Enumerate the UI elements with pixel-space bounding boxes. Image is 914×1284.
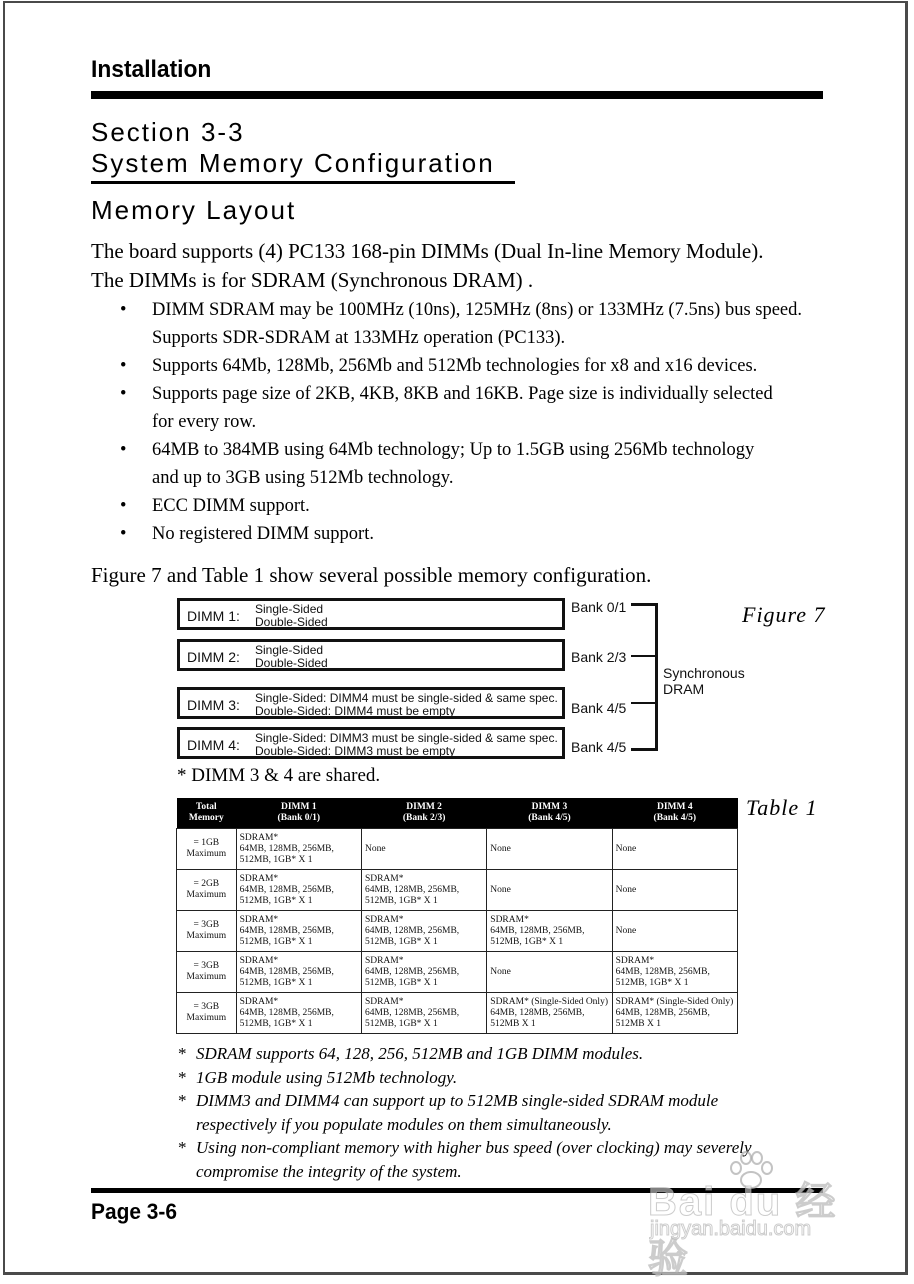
dimm-label: DIMM 4: [187,737,240,753]
dimm-slot-3 [177,687,565,719]
page-number: Page 3-6 [91,1199,177,1224]
column-header: DIMM 1 (Bank 0/1) [236,798,361,829]
dimm-description: Single-Sided: DIMM4 must be single-sided & same spec. Double-Sided: DIMM4 must be empty [255,691,558,718]
dimm3-cell: SDRAM* (Single-Sided Only) 64MB, 128MB, 256MB, 512MB X 1 [487,993,612,1034]
dimm2-cell: SDRAM* 64MB, 128MB, 256MB, 512MB, 1GB* X 1 [361,952,486,993]
dimm-label: DIMM 3: [187,697,240,713]
table-row [177,870,738,911]
total-memory-cell: = 2GB Maximum [177,870,237,911]
table-header-row [177,798,738,829]
total-memory-cell: = 3GB Maximum [177,911,237,952]
dimm-description: Single-Sided Double-Sided [255,643,328,670]
figure-note: * DIMM 3 & 4 are shared. [177,765,381,786]
intro-line: The DIMMs is for SDRAM (Synchronous DRAM) . [91,268,534,292]
table-row [177,911,738,952]
table-row [177,829,738,870]
dimm-slot-2 [177,639,565,671]
dimm3-cell: None [487,870,612,911]
watermark-url: jingyan.baidu.com [650,1218,812,1240]
memory-config-table [176,798,738,1034]
note-item: * Using non-compliant memory with higher bus speed (over clocking) may severely compromise the integrity of the system. [178,1138,752,1181]
intro-line: The board supports (4) PC133 168-pin DIMMs (Dual In-line Memory Module). [91,239,764,263]
dimm1-cell: SDRAM* 64MB, 128MB, 256MB, 512MB, 1GB* X 1 [236,952,361,993]
dimm1-cell: SDRAM* 64MB, 128MB, 256MB, 512MB, 1GB* X 1 [236,911,361,952]
dimm2-cell: SDRAM* 64MB, 128MB, 256MB, 512MB, 1GB* X 1 [361,911,486,952]
list-item: • DIMM SDRAM may be 100MHz (10ns), 125MHz (8ns) or 133MHz (7.5ns) bus speed. Supports SDR-SDRAM at 133MHz operation (PC133). [120,296,830,352]
dimm-slot-1 [177,598,565,630]
dimm1-cell: SDRAM* 64MB, 128MB, 256MB, 512MB, 1GB* X 1 [236,870,361,911]
table-row [177,993,738,1034]
bullet-icon: • [120,356,127,376]
bank-label: Bank 2/3 [571,649,627,665]
asterisk-icon: * [178,1044,187,1063]
bullet-icon: • [120,440,127,460]
dimm4-cell: None [612,829,737,870]
watermark-logo: Bai du 经验 [648,1180,838,1281]
column-header: DIMM 2 (Bank 2/3) [361,798,486,829]
feature-list [120,296,830,548]
list-item: • ECC DIMM support. [120,492,830,520]
total-memory-cell: = 1GB Maximum [177,829,237,870]
list-item: • 64MB to 384MB using 64Mb technology; Up to 1.5GB using 256Mb technology and up to 3GB using 512Mb technology. [120,436,830,492]
section-number: Section 3-3 [91,117,245,147]
section-title: System Memory Configuration [91,148,495,178]
dimm2-cell: SDRAM* 64MB, 128MB, 256MB, 512MB, 1GB* X 1 [361,993,486,1034]
dimm-description: Single-Sided Double-Sided [255,602,328,629]
intro-paragraph [91,237,831,295]
total-memory-cell: = 3GB Maximum [177,952,237,993]
list-item: • No registered DIMM support. [120,520,830,548]
table-caption: Table 1 [746,795,818,820]
bullet-icon: • [120,300,127,320]
bus-connector [631,748,658,751]
note-item: * DIMM3 and DIMM4 can support up to 512MB single-sided SDRAM module respectively if you populate modules on them simultaneously. [178,1091,719,1134]
column-header: DIMM 3 (Bank 4/5) [487,798,612,829]
total-memory-cell: = 3GB Maximum [177,993,237,1034]
bank-label: Bank 4/5 [571,739,627,755]
table-row [177,952,738,993]
dimm4-cell: SDRAM* (Single-Sided Only) 64MB, 128MB, 256MB, 512MB X 1 [612,993,737,1034]
dimm-label: DIMM 2: [187,649,240,665]
bus-connector [631,655,658,657]
note-item: * 1GB module using 512Mb technology. [178,1066,828,1090]
dimm4-cell: None [612,911,737,952]
asterisk-icon: * [178,1091,187,1111]
dimm1-cell: SDRAM* 64MB, 128MB, 256MB, 512MB, 1GB* X 1 [236,829,361,870]
column-header: DIMM 4 (Bank 4/5) [612,798,737,829]
bank-label: Bank 0/1 [571,599,627,615]
chapter-header: Installation [91,56,212,83]
dimm1-cell: SDRAM* 64MB, 128MB, 256MB, 512MB, 1GB* X 1 [236,993,361,1034]
subsection-title: Memory Layout [91,195,297,225]
bus-label: Synchronous DRAM [663,665,745,697]
bank-label: Bank 4/5 [571,700,627,716]
note-item: * SDRAM supports 64, 128, 256, 512MB and 1GB DIMM modules. [178,1042,828,1066]
asterisk-icon: * [178,1067,187,1087]
header-rule [91,91,823,99]
figure-caption: Figure 7 [742,602,826,627]
bus-bracket [655,603,658,751]
dimm3-cell: None [487,829,612,870]
dimm3-cell: SDRAM* 64MB, 128MB, 256MB, 512MB, 1GB* X 1 [487,911,612,952]
dimm4-cell: None [612,870,737,911]
bus-connector [631,603,658,606]
dimm-label: DIMM 1: [187,608,240,624]
dimm-slot-4 [177,727,565,759]
list-item: • Supports page size of 2KB, 4KB, 8KB and 16KB. Page size is individually selected for every row. [120,380,830,436]
column-header: Total Memory [177,798,237,829]
asterisk-icon: * [178,1138,187,1158]
figure-intro: Figure 7 and Table 1 show several possible memory configuration. [91,563,652,587]
dimm2-cell: None [361,829,486,870]
list-item: • Supports 64Mb, 128Mb, 256Mb and 512Mb technologies for x8 and x16 devices. [120,352,830,380]
dimm2-cell: SDRAM* 64MB, 128MB, 256MB, 512MB, 1GB* X 1 [361,870,486,911]
bullet-icon: • [120,524,127,544]
bullet-icon: • [120,384,127,404]
dimm-description: Single-Sided: DIMM3 must be single-sided & same spec. Double-Sided: DIMM3 must be empty [255,731,558,758]
dimm4-cell: SDRAM* 64MB, 128MB, 256MB, 512MB, 1GB* X 1 [612,952,737,993]
section-underline [91,181,515,184]
dimm3-cell: None [487,952,612,993]
watermark [648,1150,868,1281]
bus-connector [631,702,658,704]
bullet-icon: • [120,496,127,516]
